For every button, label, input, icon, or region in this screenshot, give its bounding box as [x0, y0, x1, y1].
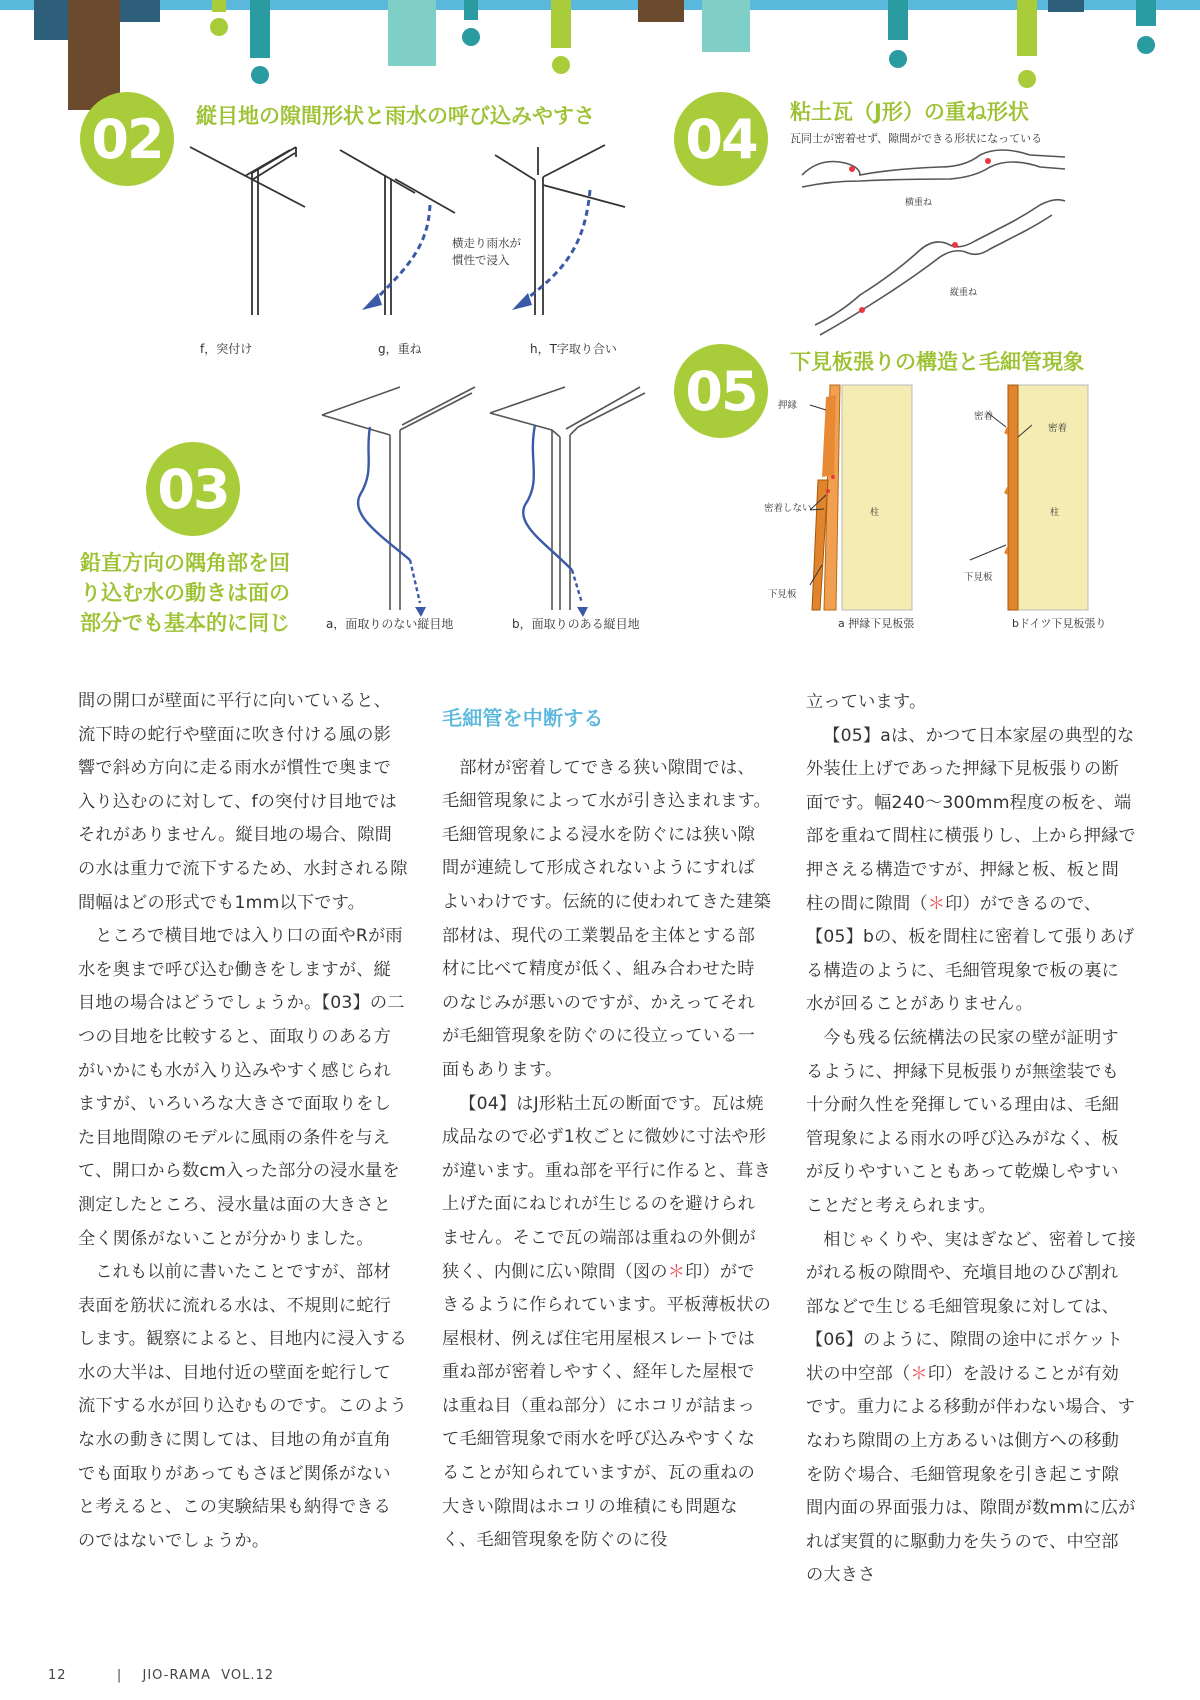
figure-03-title-line-1: 鉛直方向の隅角部を回	[80, 551, 290, 575]
figure-05-caption-a: a 押縁下見板張	[838, 617, 915, 630]
figure-02-note: 横走り雨水が 慣性で浸入	[452, 236, 521, 267]
figure-04-drawing	[800, 145, 1070, 335]
figure-03-caption-a: a，面取りのない縦目地	[326, 617, 454, 631]
column-1-paragraph-2: ところで横目地では入り口の面やRが雨水を奥まで呼び込む働きをしますが、縦目地の場合はどうでしょうか。【03】の二つの目地を比較すると、面取りのある方がいかにも水が入り込みやすく感じられますが、いろいろな大きさで面取りをした目地間隙のモデルに風雨の条件を与えて、開口から数cm入った部分の浸水量を測定したところ、浸水量は面の大きさと全く関係がないことが分かりました。	[78, 926, 405, 1249]
page-number: 12	[48, 1668, 67, 1683]
column-1	[78, 685, 408, 1558]
column-1-paragraph-3: これも以前に書いたことですが、部材表面を筋状に流れる水は、不規則に蛇行します。観察によると、目地内に浸入する水の大半は、目地付近の壁面を蛇行して流下する水が回り込むものです。このような水の動きに関しては、目地の角が直角でも面取りがあってもさほど関係がないと考えると、この実験結果も納得できるのではないでしょうか。	[78, 1262, 407, 1551]
column-3-paragraph-3: 今も残る伝統構法の民家の壁が証明するように、押縁下見板張りが無塗装でも十分耐久性を発揮している理由は、毛細管現象による雨水の呼び込みがなく、板が反りやすいこともあって乾燥しやすいことだと考えられます。	[806, 1027, 1119, 1216]
deco-block-navy3	[1048, 0, 1084, 12]
figure-02-caption-f: f，突付け	[200, 342, 253, 356]
figure-05b-label-tight-2: 密着	[1048, 423, 1068, 434]
asterisk-mark: ＊	[927, 893, 946, 914]
column-2	[442, 686, 772, 1558]
deco-dot-teal4	[1137, 36, 1155, 54]
asterisk-mark: ＊	[667, 1261, 686, 1282]
figure-05-title: 下見板張りの構造と毛細管現象	[790, 350, 1084, 374]
deco-block-mint2	[702, 0, 750, 52]
figure-02-title: 縦目地の隙間形状と雨水の呼び込みやすさ	[196, 104, 595, 128]
section-heading: 毛細管を中断する	[442, 706, 604, 730]
page-footer	[48, 1668, 274, 1683]
column-3-paragraph-2: 【05】aは、かつて日本家屋の典型的な外装仕上げであった押縁下見板張りの断面です。幅240～300mm程度の板を、端部を重ねて間柱に横張りし、上から押縁で押さえる構造ですが、押縁と板、板と間柱の間に隙間（＊印）ができるので、【05】bの、板を間柱に密着して張りあげる構造のように、毛細管現象で板の裏に水が回ることがありません。	[806, 725, 1136, 1015]
deco-block-mint	[388, 0, 436, 66]
figure-05a-label-batten: 押縁	[778, 400, 798, 411]
figure-02-number: 02	[80, 92, 174, 186]
column-3-paragraph-4: 相じゃくりや、実はぎなど、密着して接がれる板の隙間や、充塡目地のひび割れ部などで生じる毛細管現象に対しては、【06】のように、隙間の途中にポケット状の中空部（＊印）を設けることが有効です。重力による移動が伴わない場合、すなわち隙間の上方あるいは側方への移動を防ぐ場合、毛細管現象を引き起こす隙間内面の界面張力は、隙間が数mmに広がれば実質的に駆動力を失うので、中空部の大きさ	[806, 1229, 1136, 1586]
deco-bar-teal	[250, 0, 270, 58]
figure-04-label-vertical: 縦重ね	[950, 288, 978, 298]
deco-bar-lime	[212, 0, 226, 12]
figure-03-caption-b: b，面取りのある縦目地	[512, 617, 640, 631]
figure-04-subtitle: 瓦同士が密着せず、隙間ができる形状になっている	[790, 132, 1043, 145]
figure-03-drawing	[320, 385, 650, 615]
deco-bar-teal2	[464, 0, 478, 20]
figure-05a-label-pillar: 柱	[870, 508, 880, 518]
deco-dot-lime3	[1018, 70, 1036, 88]
deco-block-brown2	[638, 0, 684, 22]
magazine-title: JIO-RAMA VOL.12	[142, 1668, 275, 1683]
deco-dot-lime	[210, 18, 228, 36]
figure-03-title-line-2: り込む水の動きは面の	[80, 581, 290, 605]
deco-dot-lime2	[552, 56, 570, 74]
deco-bar-teal4	[1136, 0, 1156, 26]
figure-05-caption-b: bドイツ下見板張り	[1012, 617, 1107, 630]
deco-dot-teal3	[889, 50, 907, 68]
figure-02-caption-h: h，T字取り合い	[530, 342, 617, 356]
column-1-paragraph-1: 間の開口が壁面に平行に向いていると、流下時の蛇行や壁面に吹き付ける風の影響で斜め方向に走る雨水が慣性で奥まで入り込むのに対して、fの突付け目地ではそれがありません。縦目地の場合、隙間の水は重力で流下するため、水封される隙間幅はどの形式でも1mm以下です。	[78, 691, 408, 913]
column-3	[806, 686, 1136, 1593]
figure-03-number: 03	[146, 442, 240, 536]
figure-02-drawing	[180, 135, 640, 335]
deco-block-navy	[34, 0, 68, 40]
figure-02-caption-g: g，重ね	[378, 342, 422, 356]
deco-dot-teal	[251, 66, 269, 84]
figure-04-title: 粘土瓦（J形）の重ね形状	[790, 100, 1029, 124]
column-3-paragraph-1: 立っています。	[806, 692, 927, 712]
column-2-paragraph-2: 【04】はJ形粘土瓦の断面です。瓦は焼成品なので必ず1枚ごとに微妙に寸法や形が違います。重ね部を平行に作ると、葺き上げた面にねじれが生じるのを避けられません。そこで瓦の端部は重ねの外側が狭く、内側に広い隙間（図の＊印）ができるように作られています。平板薄板状の屋根材、例えば住宅用屋根スレートでは重ね部が密着しやすく、経年した屋根では重ね目（重ね部分）にホコリが詰まって毛細管現象で雨水を呼び込みやすくなることが知られていますが、瓦の重ねの大きい隙間はホコリの堆積にも問題なく、毛細管現象を防ぐのに役	[442, 1093, 771, 1551]
deco-bar-lime3	[1017, 0, 1037, 56]
figure-05b-label-tight-1: 密着	[974, 411, 994, 422]
deco-bar-teal3	[888, 0, 908, 40]
deco-block-navy2	[120, 0, 160, 22]
figure-04-number: 04	[674, 92, 768, 186]
figure-05a-label-board: 下見板	[768, 589, 797, 600]
figure-03-title-line-3: 部分でも基本的に同じ	[80, 611, 290, 635]
figure-05b-label-board: 下見板	[964, 572, 993, 583]
figure-05-number: 05	[674, 344, 768, 438]
deco-bar-lime2	[551, 0, 571, 48]
footer-separator: |	[116, 1668, 123, 1683]
deco-dot-teal2	[462, 28, 480, 46]
column-2-paragraph-1: 部材が密着してできる狭い隙間では、毛細管現象によって水が引き込まれます。毛細管現象による浸水を防ぐには狭い隙間が連続して形成されないようにすればよいわけです。伝統的に使われてきた建築部材は、現代の工業製品を主体とする部材に比べて精度が低く、組み合わせた時のなじみが悪いのですが、かえってそれが毛細管現象を防ぐのに役立っている一面もあります。	[442, 757, 771, 1080]
asterisk-mark: ＊	[910, 1363, 928, 1384]
figure-04-label-horizontal: 横重ね	[905, 198, 933, 208]
figure-05b-label-pillar: 柱	[1050, 508, 1060, 518]
figure-05a-label-gap: 密着しない	[764, 503, 812, 514]
